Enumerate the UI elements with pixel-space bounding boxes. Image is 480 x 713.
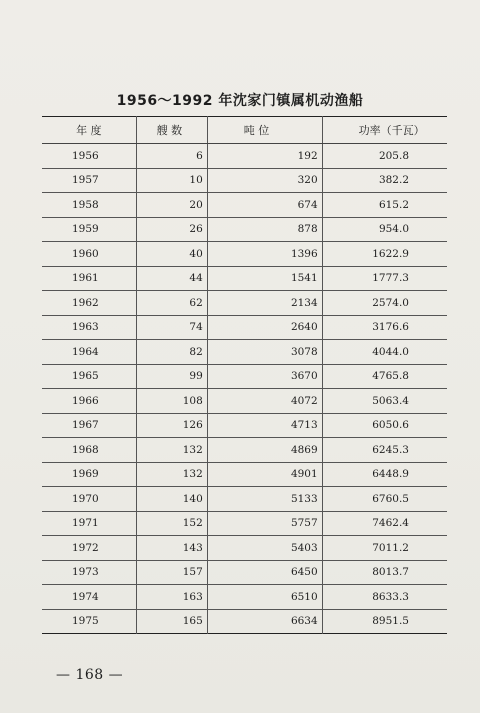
cell-tonnage: 4713 — [207, 413, 322, 438]
cell-year: 1973 — [42, 560, 136, 585]
page-number: — 168 — — [56, 667, 124, 683]
cell-power: 615.2 — [322, 193, 447, 218]
cell-power: 3176.6 — [322, 315, 447, 340]
cell-tonnage: 5757 — [207, 511, 322, 536]
cell-year: 1957 — [42, 168, 136, 193]
cell-tonnage: 6634 — [207, 609, 322, 634]
cell-year: 1967 — [42, 413, 136, 438]
cell-tonnage: 878 — [207, 217, 322, 242]
cell-tonnage: 1396 — [207, 242, 322, 267]
cell-tonnage: 5133 — [207, 487, 322, 512]
table-row — [42, 291, 447, 316]
fishing-boats-table — [42, 116, 447, 634]
cell-tonnage: 4869 — [207, 438, 322, 463]
cell-power: 6448.9 — [322, 462, 447, 487]
cell-tonnage: 6510 — [207, 585, 322, 610]
header-count: 艘 数 — [136, 117, 207, 144]
cell-tonnage: 6450 — [207, 560, 322, 585]
cell-power: 8951.5 — [322, 609, 447, 634]
cell-count: 108 — [136, 389, 207, 414]
cell-power: 4765.8 — [322, 364, 447, 389]
cell-power: 2574.0 — [322, 291, 447, 316]
cell-count: 132 — [136, 438, 207, 463]
cell-count: 140 — [136, 487, 207, 512]
table-row — [42, 511, 447, 536]
cell-year: 1958 — [42, 193, 136, 218]
cell-power: 954.0 — [322, 217, 447, 242]
cell-tonnage: 320 — [207, 168, 322, 193]
cell-count: 82 — [136, 340, 207, 365]
header-power: 功率（千瓦） — [322, 117, 447, 144]
cell-year: 1960 — [42, 242, 136, 267]
cell-tonnage: 3078 — [207, 340, 322, 365]
cell-count: 99 — [136, 364, 207, 389]
table-row — [42, 266, 447, 291]
table-row — [42, 242, 447, 267]
table-row — [42, 438, 447, 463]
cell-power: 5063.4 — [322, 389, 447, 414]
cell-count: 74 — [136, 315, 207, 340]
cell-count: 143 — [136, 536, 207, 561]
cell-power: 8633.3 — [322, 585, 447, 610]
cell-count: 44 — [136, 266, 207, 291]
cell-year: 1965 — [42, 364, 136, 389]
table-row — [42, 340, 447, 365]
cell-power: 7011.2 — [322, 536, 447, 561]
cell-year: 1971 — [42, 511, 136, 536]
table-header-row — [42, 117, 447, 144]
cell-year: 1956 — [42, 144, 136, 169]
cell-power: 6050.6 — [322, 413, 447, 438]
cell-count: 163 — [136, 585, 207, 610]
cell-year: 1972 — [42, 536, 136, 561]
cell-power: 7462.4 — [322, 511, 447, 536]
cell-count: 132 — [136, 462, 207, 487]
cell-tonnage: 674 — [207, 193, 322, 218]
cell-year: 1968 — [42, 438, 136, 463]
table-row — [42, 536, 447, 561]
cell-tonnage: 5403 — [207, 536, 322, 561]
cell-year: 1966 — [42, 389, 136, 414]
cell-year: 1964 — [42, 340, 136, 365]
cell-power: 6245.3 — [322, 438, 447, 463]
cell-year: 1959 — [42, 217, 136, 242]
cell-count: 10 — [136, 168, 207, 193]
cell-count: 165 — [136, 609, 207, 634]
table-row — [42, 560, 447, 585]
cell-power: 382.2 — [322, 168, 447, 193]
cell-count: 157 — [136, 560, 207, 585]
table-row — [42, 389, 447, 414]
cell-year: 1974 — [42, 585, 136, 610]
cell-count: 152 — [136, 511, 207, 536]
table-row — [42, 144, 447, 169]
cell-power: 1777.3 — [322, 266, 447, 291]
table-row — [42, 193, 447, 218]
table-row — [42, 217, 447, 242]
cell-tonnage: 3670 — [207, 364, 322, 389]
cell-year: 1963 — [42, 315, 136, 340]
table-row — [42, 487, 447, 512]
cell-year: 1975 — [72, 615, 99, 628]
cell-tonnage: 2640 — [207, 315, 322, 340]
header-tonnage: 吨 位 — [207, 117, 322, 144]
cell-year: 1969 — [42, 462, 136, 487]
cell-power: 205.8 — [322, 144, 447, 169]
cell-tonnage: 4901 — [207, 462, 322, 487]
cell-count: 20 — [136, 193, 207, 218]
cell-count: 62 — [136, 291, 207, 316]
cell-power: 4044.0 — [322, 340, 447, 365]
cell-year: 1962 — [42, 291, 136, 316]
cell-tonnage: 192 — [207, 144, 322, 169]
table-title: 1956～1992 年沈家门镇属机动渔船 — [116, 93, 364, 109]
cell-count: 6 — [136, 144, 207, 169]
cell-power: 8013.7 — [322, 560, 447, 585]
cell-tonnage: 2134 — [207, 291, 322, 316]
cell-tonnage: 1541 — [207, 266, 322, 291]
table-row — [42, 462, 447, 487]
cell-year: 1970 — [42, 487, 136, 512]
cell-count: 40 — [136, 242, 207, 267]
table-row — [42, 585, 447, 610]
cell-count: 26 — [136, 217, 207, 242]
table-row — [42, 609, 447, 634]
table-row — [42, 364, 447, 389]
table-row — [42, 413, 447, 438]
cell-power: 1622.9 — [322, 242, 447, 267]
table-row — [42, 168, 447, 193]
header-year: 年 度 — [42, 117, 136, 144]
cell-tonnage: 4072 — [207, 389, 322, 414]
cell-power: 6760.5 — [322, 487, 447, 512]
table-row — [42, 315, 447, 340]
cell-year: 1961 — [42, 266, 136, 291]
cell-count: 126 — [136, 413, 207, 438]
